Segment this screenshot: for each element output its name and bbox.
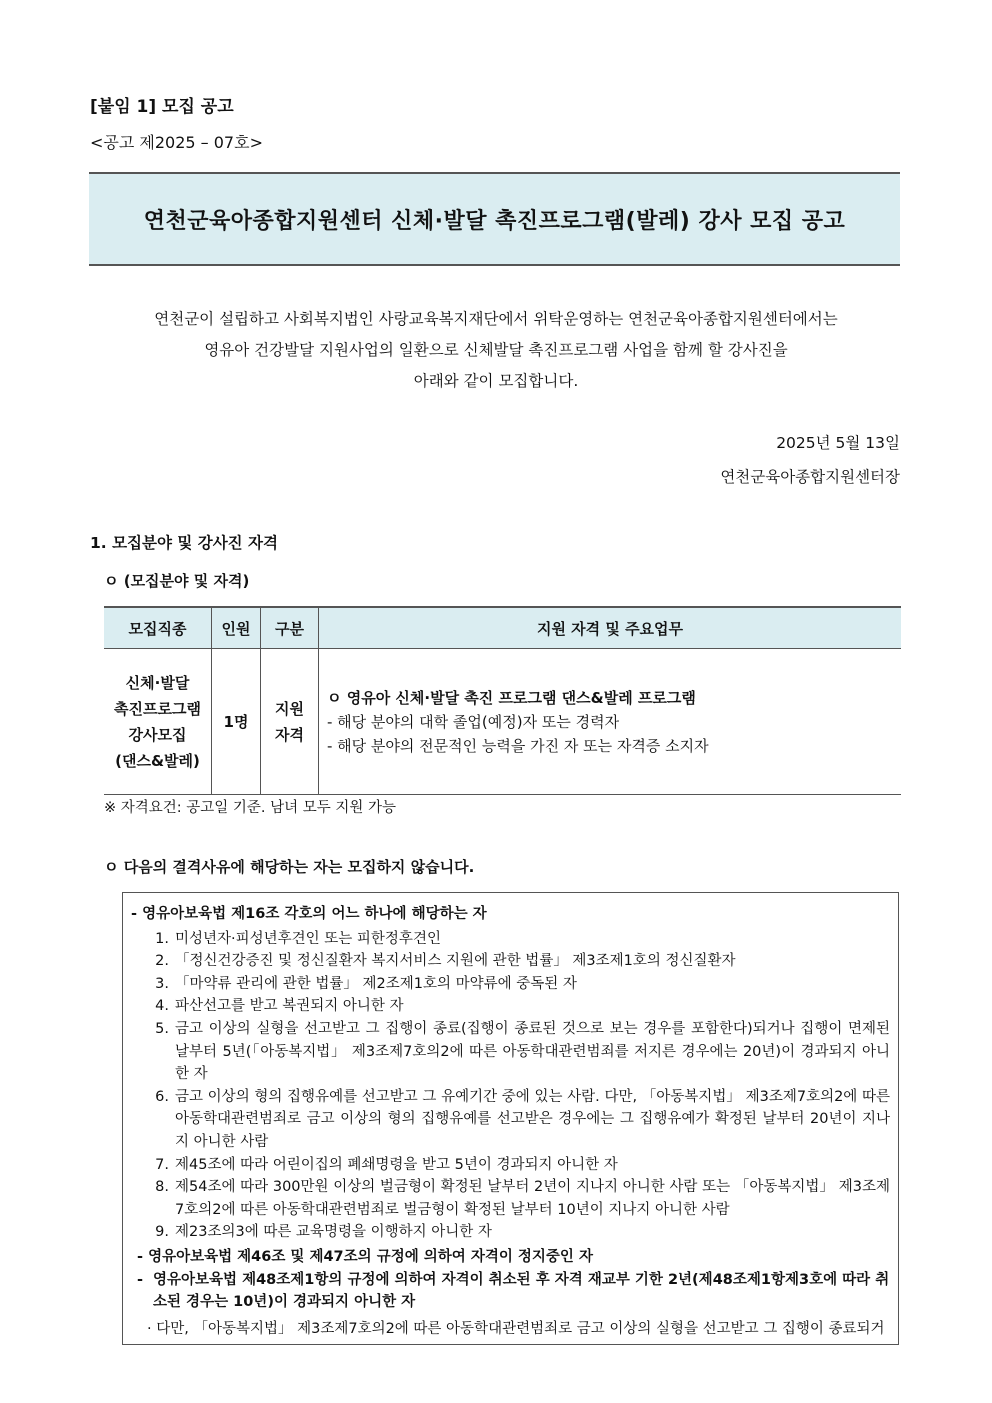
notice-date: 2025년 5월 13일	[776, 434, 900, 452]
item-number: 7.	[155, 1156, 169, 1173]
list-item	[131, 950, 890, 973]
disqualification-note: · 다만, 「아동복지법」 제3조제7호의2에 따른 아동학대관련범죄로 금고 이상의 실형을 선고받고 그 집행이 종료되거	[147, 1320, 885, 1337]
remark-note: ※ 자격요건: 공고일 기준. 남녀 모두 지원 가능	[104, 800, 397, 816]
section-title: 1. 모집분야 및 강사진 자격	[90, 534, 278, 552]
header-count: 인원	[212, 607, 261, 649]
list-item	[131, 973, 890, 996]
bullet-text: 영유아보육법 제48조제1항의 규정에 의하여 자격이 취소된 후 자격 재교부 기한 2년(제48조제1항제3호에 따라 취소된 경우는 10년)이 경과되지 아니한 자	[153, 1271, 890, 1311]
item-text: 제23조의3에 따른 교육명령을 이행하지 아니한 자	[175, 1224, 492, 1241]
disqualification-head: - 영유아보육법 제16조 각호의 어느 하나에 해당하는 자	[131, 906, 487, 922]
item-number: 5.	[155, 1020, 169, 1037]
job-line: 촉진프로그램	[114, 699, 201, 718]
issuing-organization: 연천군육아종합지원센터장	[720, 468, 900, 486]
type-line: 지원	[275, 699, 304, 718]
page-title: 연천군육아종합지원센터 신체·발달 촉진프로그램(발레) 강사 모집 공고	[143, 208, 846, 234]
type-line: 자격	[275, 725, 304, 744]
section-subtitle: ㅇ (모집분야 및 자격)	[104, 572, 250, 590]
list-item	[131, 928, 890, 951]
item-text: 파산선고를 받고 복권되지 아니한 자	[175, 998, 404, 1015]
table-header-row	[104, 607, 901, 649]
header-type: 구분	[261, 607, 319, 649]
item-text: 미성년자·피성년후견인 또는 피한정후견인	[175, 930, 441, 947]
bullet-dash: -	[137, 1271, 144, 1288]
item-text: 금고 이상의 실형을 선고받고 그 집행이 종료(집행이 종료된 것으로 보는 경우를 포함한다)되거나 집행이 면제된 날부터 5년(「아동복지법」 제3조제7호의2에 따른 아동학대관련범죄를 저지른 경우에는 20년)이 경과되지 아니한 자	[175, 1020, 890, 1083]
intro-line: 연천군이 설립하고 사회복지법인 사랑교육복지재단에서 위탁운영하는 연천군육아종합지원센터에서는	[154, 310, 838, 328]
disqualification-subtitle: ㅇ 다음의 결격사유에 해당하는 자는 모집하지 않습니다.	[104, 858, 475, 876]
item-text: 「마약류 관리에 관한 법률」 제2조제1호의 마약류에 중독된 자	[175, 975, 577, 992]
attachment-label: [붙임 1] 모집 공고	[90, 97, 234, 117]
job-line: (댄스&발레)	[115, 751, 200, 770]
item-number: 4.	[155, 998, 169, 1015]
intro-line: 아래와 같이 모집합니다.	[413, 372, 579, 390]
qualification-lead: ㅇ 영유아 신체·발달 촉진 프로그램 댄스&발레 프로그램	[327, 688, 696, 707]
item-number: 1.	[155, 930, 169, 947]
list-item	[131, 1221, 890, 1244]
item-text: 「정신건강증진 및 정신질환자 복지서비스 지원에 관한 법률」 제3조제1호의 정신질환자	[175, 953, 736, 970]
table-row	[104, 649, 901, 795]
item-number: 8.	[155, 1179, 169, 1196]
recruitment-table	[104, 606, 901, 795]
intro-line: 영유아 건강발달 지원사업의 일환으로 신체발달 촉진프로그램 사업을 함께 할 강사진을	[204, 341, 788, 359]
notice-number: <공고 제2025 – 07호>	[90, 133, 263, 152]
list-item	[131, 1018, 890, 1086]
intro-paragraph	[90, 304, 902, 397]
disqualification-list	[131, 928, 890, 1244]
cell-count: 1명	[212, 649, 261, 795]
header-job: 모집직종	[104, 607, 212, 649]
item-number: 2.	[155, 953, 169, 970]
item-number: 9.	[155, 1224, 169, 1241]
list-item	[131, 995, 890, 1018]
list-item	[131, 1154, 890, 1177]
cell-job	[104, 649, 212, 795]
disqualification-bullet	[131, 1269, 890, 1314]
item-number: 6.	[155, 1088, 169, 1105]
title-banner	[89, 172, 900, 266]
job-line: 신체·발달	[125, 673, 190, 692]
item-number: 3.	[155, 975, 169, 992]
cell-qualification	[319, 649, 902, 795]
list-item	[131, 1176, 890, 1221]
disqualification-box	[122, 892, 899, 1345]
qualification-item: - 해당 분야의 대학 졸업(예정)자 또는 경력자	[327, 712, 620, 731]
item-text: 제54조에 따라 300만원 이상의 벌금형이 확정된 날부터 2년이 지나지 아니한 사람 또는 「아동복지법」 제3조제7호의2에 따른 아동학대관련범죄로 벌금형이 확정된 날부터 10년이 지나지 아니한 사람	[175, 1179, 890, 1218]
disqualification-bullet: - 영유아보육법 제46조 및 제47조의 규정에 의하여 자격이 정지중인 자	[137, 1248, 593, 1265]
qualification-item: - 해당 분야의 전문적인 능력을 가진 자 또는 자격증 소지자	[327, 736, 709, 755]
item-text: 금고 이상의 형의 집행유예를 선고받고 그 유예기간 중에 있는 사람. 다만, 「아동복지법」 제3조제7호의2에 따른 아동학대관련범죄로 금고 이상의 형의 집행유예를 선고받은 경우에는 그 집행유예가 확정된 날부터 20년이 지나지 아니한 사람	[175, 1088, 890, 1150]
list-item	[131, 1086, 890, 1154]
header-qualification: 지원 자격 및 주요업무	[319, 607, 902, 649]
job-line: 강사모집	[128, 725, 187, 744]
cell-type	[261, 649, 319, 795]
item-text: 제45조에 따라 어린이집의 폐쇄명령을 받고 5년이 경과되지 아니한 자	[175, 1156, 618, 1173]
